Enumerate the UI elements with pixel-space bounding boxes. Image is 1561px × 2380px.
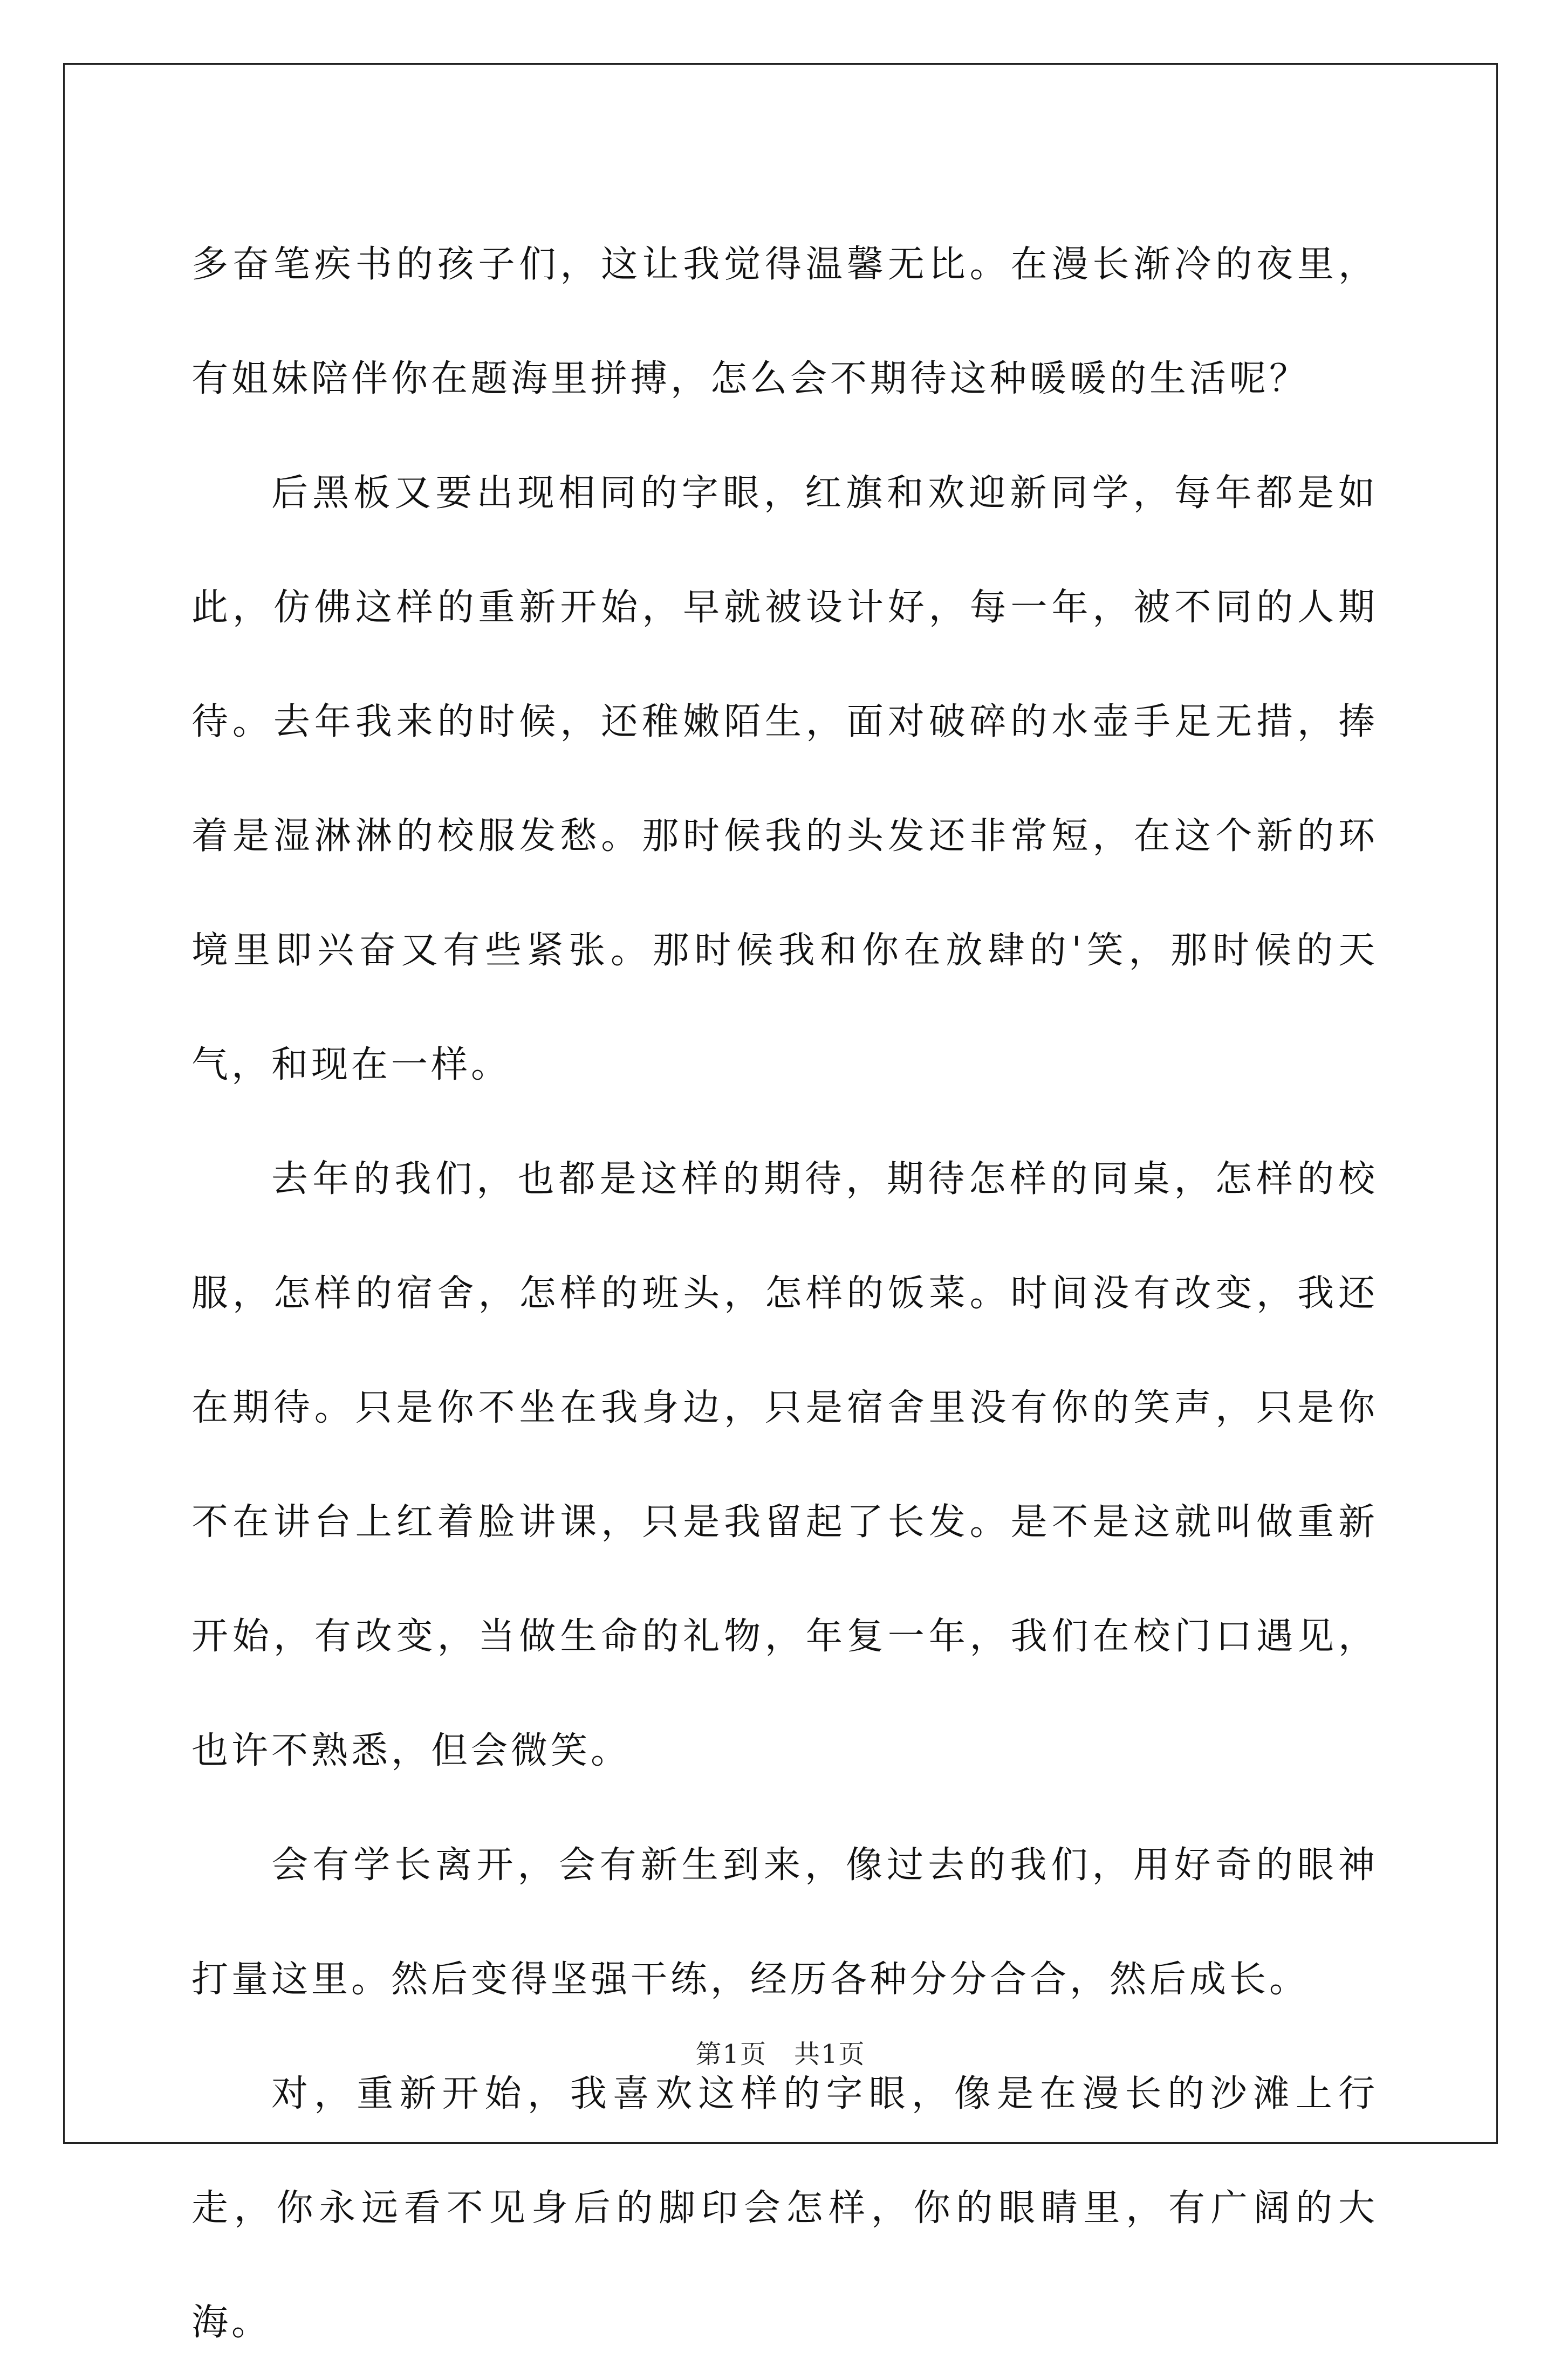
page-footer: 第1页 共1页: [695, 2039, 866, 2069]
paragraph-1: 多奋笔疾书的孩子们，这让我觉得温馨无比。在漫长渐冷的夜里，有姐妹陪伴你在题海里拼搏，怎么会不期待这种暖暖的生活呢？: [191, 243, 1378, 400]
paragraph-5: 对，重新开始，我喜欢这样的字眼，像是在漫长的沙滩上行走，你永远看不见身后的脚印会怎样，你的眼睛里，有广阔的大海。: [191, 2073, 1378, 2344]
paragraph-2: 后黑板又要出现相同的字眼，红旗和欢迎新同学，每年都是如此，仿佛这样的重新开始，早就被设计好，每一年，被不同的人期待。去年我来的时候，还稚嫩陌生，面对破碎的水壶手足无措，捧着是湿淋淋的校服发愁。那时候我的头发还非常短，在这个新的环境里即兴奋又有些紧张。那时候我和你在放肆的'笑，那时候的天气，和现在一样。: [191, 472, 1378, 1086]
paragraph-3: 去年的我们，也都是这样的期待，期待怎样的同桌，怎样的校服，怎样的宿舍，怎样的班头，怎样的饭菜。时间没有改变，我还在期待。只是你不坐在我身边，只是宿舍里没有你的笑声，只是你不在讲台上红着脸讲课，只是我留起了长发。是不是这就叫做重新开始，有改变，当做生命的礼物，年复一年，我们在校门口遇见，也许不熟悉，但会微笑。: [191, 1158, 1378, 1772]
paragraph-4: 会有学长离开，会有新生到来，像过去的我们，用好奇的眼神打量这里。然后变得坚强干练，经历各种分分合合，然后成长。: [191, 1844, 1378, 2001]
